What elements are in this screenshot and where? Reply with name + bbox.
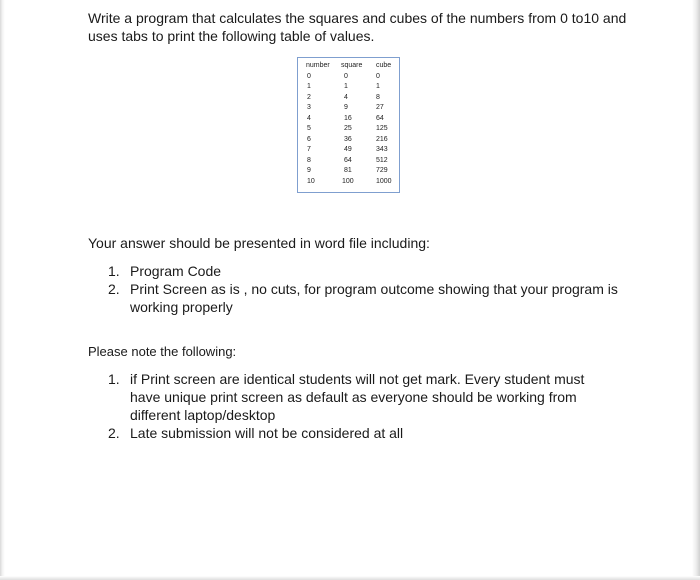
cell-square: 25 bbox=[344, 125, 352, 132]
cell-cube: 216 bbox=[376, 135, 388, 143]
list-item-number: 2. bbox=[108, 281, 120, 297]
cell-cube: 343 bbox=[376, 146, 388, 153]
list-item-text: Late submission will not be considered at all bbox=[130, 425, 404, 441]
table-row bbox=[298, 124, 399, 134]
cell-square: 0 bbox=[344, 72, 348, 80]
cell-cube: 1000 bbox=[376, 178, 392, 185]
list-item bbox=[88, 370, 618, 424]
cell-cube: 64 bbox=[376, 114, 384, 122]
cell-cube: 512 bbox=[376, 156, 388, 164]
table-row bbox=[298, 82, 399, 92]
cell-cube: 27 bbox=[376, 104, 384, 111]
list-item-number: 1. bbox=[108, 263, 120, 279]
cell-square: 100 bbox=[342, 178, 354, 185]
cell-number: 3 bbox=[307, 104, 311, 111]
list-item-number: 2. bbox=[108, 425, 120, 441]
table-row bbox=[298, 93, 399, 103]
cell-number: 4 bbox=[307, 114, 311, 122]
table-header-row bbox=[298, 61, 399, 71]
cell-square: 81 bbox=[344, 167, 352, 174]
list-item bbox=[88, 280, 628, 316]
list-item-text: Program Code bbox=[130, 263, 222, 279]
table-row bbox=[298, 177, 399, 187]
cell-square: 1 bbox=[344, 83, 348, 90]
cell-square: 36 bbox=[344, 135, 352, 143]
cell-number: 0 bbox=[307, 72, 311, 80]
cell-number: 9 bbox=[307, 167, 311, 174]
table-row bbox=[298, 103, 399, 113]
cell-square: 4 bbox=[344, 93, 348, 101]
cell-square: 49 bbox=[344, 146, 352, 153]
page-edge-right bbox=[692, 0, 700, 580]
page-edge-left bbox=[0, 0, 5, 580]
table-row bbox=[298, 72, 399, 82]
cell-cube: 729 bbox=[376, 167, 388, 174]
table-row bbox=[298, 166, 399, 176]
list-item-number: 1. bbox=[108, 371, 120, 387]
header-number: number bbox=[306, 62, 330, 69]
note-heading: Please note the following: bbox=[88, 344, 237, 359]
list-item bbox=[88, 262, 628, 280]
cell-number: 5 bbox=[307, 125, 311, 132]
cell-square: 64 bbox=[344, 156, 352, 164]
cell-square: 16 bbox=[344, 114, 352, 122]
note-list bbox=[88, 370, 618, 442]
cell-cube: 0 bbox=[376, 72, 380, 80]
table-row bbox=[298, 114, 399, 124]
header-cube: cube bbox=[376, 62, 392, 69]
table-row bbox=[298, 156, 399, 166]
intro-paragraph: Write a program that calculates the squares and cubes of the numbers from 0 to10 and uses tabs to print the following table of values. bbox=[88, 10, 627, 44]
cell-cube: 1 bbox=[376, 83, 380, 90]
page-edge-bottom bbox=[0, 576, 700, 580]
cell-number: 8 bbox=[307, 156, 311, 164]
cell-cube: 8 bbox=[376, 93, 380, 101]
list-item-text: Print Screen as is , no cuts, for program outcome showing that your program is working properly bbox=[130, 281, 618, 315]
list-item-text: if Print screen are identical students will not get mark. Every student must have unique print screen as default as everyone should be working from different laptop/desktop bbox=[130, 371, 585, 423]
answer-list bbox=[88, 262, 628, 316]
cell-number: 2 bbox=[307, 93, 311, 101]
answer-intro-paragraph: Your answer should be presented in word file including: bbox=[88, 235, 430, 251]
header-square: square bbox=[341, 62, 363, 69]
cell-number: 6 bbox=[307, 135, 311, 143]
list-item bbox=[88, 424, 618, 442]
cell-square: 9 bbox=[344, 104, 348, 111]
cell-number: 1 bbox=[307, 83, 311, 90]
table-row bbox=[298, 145, 399, 155]
values-table bbox=[297, 57, 400, 193]
table-row bbox=[298, 135, 399, 145]
cell-cube: 125 bbox=[376, 125, 388, 132]
cell-number: 7 bbox=[307, 146, 311, 153]
cell-number: 10 bbox=[307, 178, 315, 185]
